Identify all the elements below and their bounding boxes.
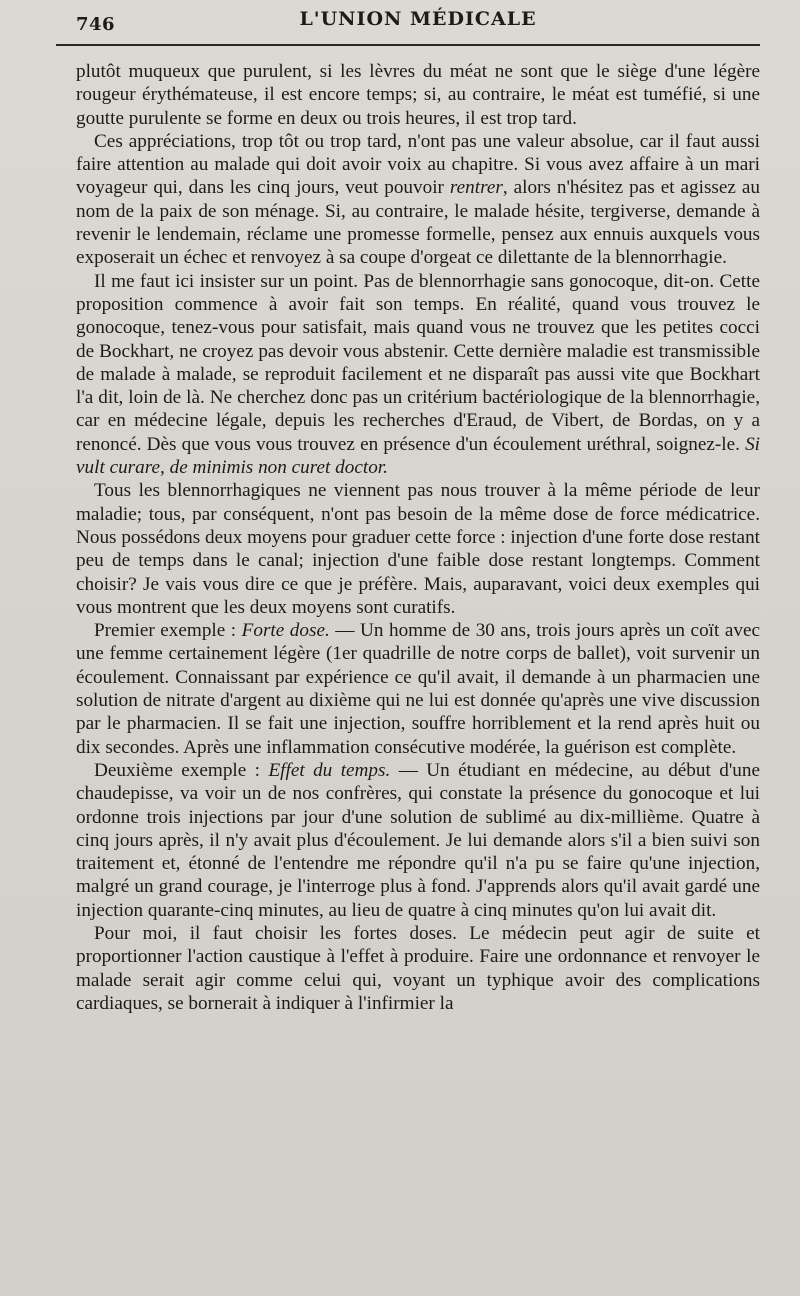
- paragraph-5: [76, 619, 760, 759]
- paragraph-text: Ces appréciations, trop tôt ou trop tard, n'ont pas une valeur absolue, car il faut aussi faire attention au malade qui doit avoir voix au chapitre. Si vous avez affaire à un mari voyageur qui, dans les cinq jours, veut pouvoir: [76, 130, 760, 199]
- paragraph-4: [76, 479, 760, 619]
- italic-text: Forte dose.: [241, 620, 330, 642]
- paragraph-text: Il me faut ici insister sur un point. Pas de blennorrhagie sans gonocoque, dit-on. Cette proposition commence à avoir fait son temps. En réalité, quand vous trouvez le gonocoque, tenez-vous pour satisfait, mais quand vous ne trouvez que les petites cocci de Bockhart, ne croyez pas devoir vous abstenir. Cette dernière maladie est transmissible de malade à malade, se reproduit facilement et ne disparaît pas aussi vite que Bockhart l'a dit, loin de là. Ne cherchez donc pas un critérium bactériologique de la blennorrhagie, car en médecine légale, depuis les recherches d'Eraud, de Vibert, de Bordas, on y a renoncé. Dès que vous vous trouvez en présence d'un écoulement uréthral, soignez-le.: [76, 270, 760, 455]
- italic-text: rentrer: [449, 177, 503, 199]
- paragraph-7: [76, 922, 760, 1015]
- paragraph-2: [76, 130, 760, 270]
- page-header: [76, 0, 760, 38]
- paragraph-text: , alors n'hésitez pas et agissez au nom de la paix de son ménage. Si, au contraire, le malade hésite, tergiverse, demande à revenir le lendemain, réclame une promesse formelle, pensez aux ennuis auxquels vous exposerait un échec et renvoyez à sa coupe d'orgeat ce dilettante de la blennorrhagie.: [76, 177, 761, 269]
- paragraph-text: Premier exemple :: [94, 620, 242, 642]
- paragraph-text: Deuxième exemple :: [94, 759, 269, 781]
- paragraph-text: — Un homme de 30 ans, trois jours après un coït avec une femme certainement légère (1er quadrille de notre corps de ballet), voit survenir un écoulement. Connaissant par expérience ce qu'il avait, il demande à un pharmacien une solution de nitrate d'argent au dixième qui ne lui est donnée qu'après une vive discussion par le pharmacien. Il se fait une injection, souffre horriblement et la rend après huit ou dix secondes. Après une inflammation consécutive modérée, la guérison est complète.: [76, 620, 760, 758]
- paragraph-text: Pour moi, il faut choisir les fortes doses. Le médecin peut agir de suite et proportionner l'action caustique à l'effet à produire. Faire une ordonnance et renvoyer le malade serait agir comme celui qui, voyant un typhique avoir des complications cardiaques, se bornerait à indiquer à l'infirmier la: [76, 922, 760, 1014]
- paragraph-3: [76, 270, 760, 480]
- page-number: 746: [76, 14, 116, 35]
- paragraph-text: Tous les blennorrhagiques ne viennent pas nous trouver à la même période de leur maladie; tous, par conséquent, n'ont pas besoin de la même dose de force médicatrice. Nous possédons deux moyens pour graduer cette force : injection d'une forte dose restant peu de temps dans le canal; injection d'une faible dose restant longtemps. Comment choisir? Je vais vous dire ce que je préfère. Mais, auparavant, voici deux exemples qui vous montrent que les deux moyens sont curatifs.: [76, 480, 760, 618]
- italic-text: Effet du temps.: [268, 759, 391, 781]
- paragraph-1: [76, 60, 760, 130]
- paragraph-text: — Un étudiant en médecine, au début d'une chaudepisse, va voir un de nos confrères, qui constate la présence du gonocoque et lui ordonne trois injections par jour d'une solution de sublimé au dix-millième. Quatre à cinq jours après, il n'y avait plus d'écoulement. Je lui demande alors s'il a bien suivi son traitement et, étonné de l'entendre me répondre qu'il n'a pu se faire qu'une injection, malgré un grand courage, je l'interroge plus à fond. J'apprends alors qu'il avait gardé une injection quarante-cinq minutes, au lieu de quatre à cinq minutes qu'on lui avait dit.: [76, 759, 760, 921]
- paragraph-text: plutôt muqueux que purulent, si les lèvres du méat ne sont que le siège d'une légère rougeur érythémateuse, il est encore temps; si, au contraire, le méat est tuméfié, si une goutte purulente se forme en deux ou trois heures, il est trop tard.: [76, 61, 760, 129]
- journal-title: L'UNION MÉDICALE: [299, 8, 537, 30]
- paragraph-6: [76, 759, 760, 922]
- article-body: [76, 60, 760, 1015]
- header-rule: [56, 44, 760, 46]
- italic-text: Si vult curare, de minimis non curet doctor.: [76, 433, 760, 479]
